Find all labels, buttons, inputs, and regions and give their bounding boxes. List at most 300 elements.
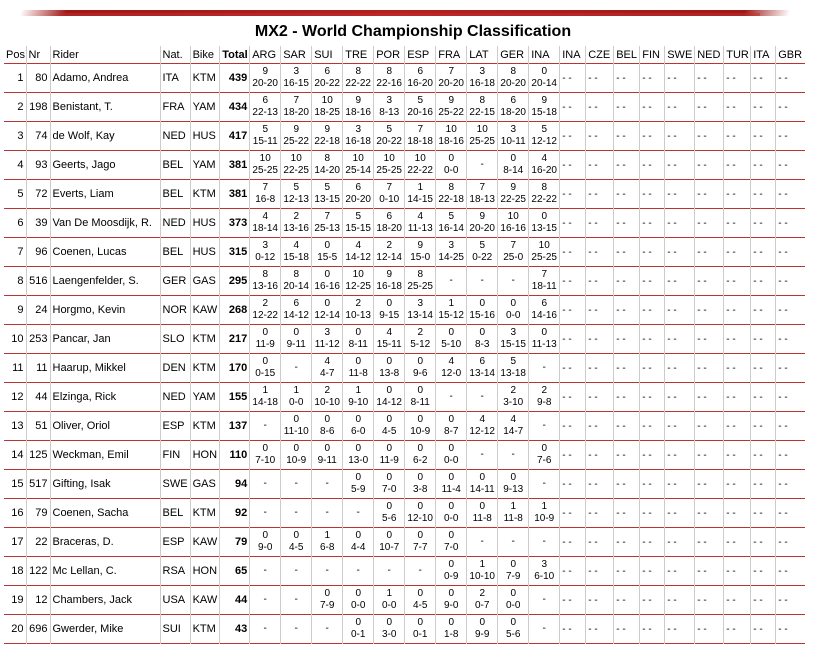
result-positions: 4-5 [412,600,428,611]
cell-result-sui [312,383,343,412]
result-points: 0 [417,356,423,367]
result-positions: 14-12 [376,397,402,408]
cell-rider: Laengenfelder, S. [50,267,160,296]
cell-result-lat [467,122,498,151]
result-positions: 3-0 [381,629,397,640]
table-row[interactable] [4,238,805,267]
result-positions: 14-12 [345,252,371,263]
cell-result-ita: - - [751,412,776,441]
cell-nr: 72 [26,180,50,209]
result-points: 4 [324,356,330,367]
cell-result-tre [343,296,374,325]
cell-result-ina: - - [560,412,586,441]
cell-result-swe: - - [665,122,695,151]
result-positions: 8-11 [348,339,368,350]
cell-result-arg: - [250,586,281,615]
result-points: 10 [290,153,302,164]
cell-result-tre [343,151,374,180]
cell-result-tre [343,267,374,296]
result-points: 2 [479,588,485,599]
result-points: 1 [417,182,423,193]
result-points: 0 [355,443,361,454]
result-positions: 0-0 [505,310,521,321]
cell-result-tur: - - [724,615,751,644]
result-positions: 20-20 [500,78,526,89]
cell-pos: 4 [17,159,24,171]
cell-nr: 516 [26,267,50,296]
cell-result-por [374,441,405,470]
result-positions: 14-15 [407,194,433,205]
result-points: 10 [259,153,271,164]
cell-result-fin: - - [640,296,665,325]
result-points: 8 [262,269,268,280]
result-positions: 14-18 [252,397,278,408]
result-points: 0 [448,588,454,599]
result-points: 0 [541,327,547,338]
event-header-ina[interactable]: INA [529,46,560,64]
cell-result-bel: - - [614,93,640,122]
cell-pos: 18 [11,565,24,577]
cell-result-swe: - - [665,64,695,93]
table-row[interactable] [4,615,805,644]
cell-result-tur: - - [724,325,751,354]
table-row[interactable] [4,354,805,383]
result-points: 5 [324,182,330,193]
cell-result-por [374,528,405,557]
cell-bike: GAS [190,267,220,296]
cell-result-esp [405,354,436,383]
cell-result-tre [343,412,374,441]
table-row[interactable] [4,325,805,354]
table-row[interactable] [4,470,805,499]
cell-result-gbr: - - [776,93,805,122]
cell-result-bel: - - [614,325,640,354]
cell-result-cze: - - [586,499,614,528]
cell-pos: 12 [11,391,24,403]
cell-result-tur: - - [724,180,751,209]
cell-result-fra [436,296,467,325]
cell-result-lat: - [467,441,498,470]
result-points: 10 [507,211,519,222]
cell-result-sar [281,209,312,238]
table-row[interactable] [4,383,805,412]
result-points: 0 [324,588,330,599]
event-header-ita[interactable]: ITA [751,46,776,64]
cell-bike: HON [190,441,220,470]
event-header-por[interactable]: POR [374,46,405,64]
table-row[interactable] [4,267,805,296]
cell-result-fin: - - [640,93,665,122]
result-positions: 20-14 [283,281,309,292]
column-header-nat[interactable]: Nat. [160,46,190,64]
result-positions: 12-14 [376,252,402,263]
cell-result-ned: - - [695,238,724,267]
cell-result-swe: - - [665,151,695,180]
cell-result-swe: - - [665,209,695,238]
cell-result-gbr: - - [776,354,805,383]
cell-result-fra: - [436,267,467,296]
cell-result-swe: - - [665,325,695,354]
result-positions: 14-20 [314,165,340,176]
result-points: 0 [448,327,454,338]
cell-result-swe: - - [665,412,695,441]
cell-result-tur: - - [724,151,751,180]
column-header-pos[interactable]: Pos [6,48,25,61]
result-points: 10 [352,269,364,280]
table-row[interactable] [4,64,805,93]
result-points: 5 [417,95,423,106]
result-positions: 16-16 [314,281,340,292]
result-positions: 16-20 [407,78,433,89]
cell-rider: Chambers, Jack [50,586,160,615]
cell-pos: 3 [17,130,24,142]
cell-total: 137 [220,412,250,441]
cell-rider: Benistant, T. [50,93,160,122]
cell-result-fra [436,238,467,267]
result-positions: 22-22 [531,194,557,205]
result-points: 0 [386,501,392,512]
event-header-ina[interactable]: INA [560,46,586,64]
cell-result-ned: - - [695,528,724,557]
cell-result-sui [312,267,343,296]
result-points: 6 [386,211,392,222]
event-header-sar[interactable]: SAR [281,46,312,64]
result-points: 0 [262,443,268,454]
cell-bike: YAM [190,151,220,180]
cell-result-arg [250,180,281,209]
cell-result-lat [467,412,498,441]
cell-result-ina: - - [560,441,586,470]
result-points: 0 [293,443,299,454]
column-header-nr[interactable]: Nr [26,46,50,64]
result-points: 2 [355,298,361,309]
result-points: 0 [386,414,392,425]
cell-result-lat [467,586,498,615]
cell-result-ina [529,209,560,238]
result-points: 0 [479,617,485,628]
cell-result-fra [436,470,467,499]
cell-rider: Gwerder, Mike [50,615,160,644]
table-row[interactable] [4,151,805,180]
event-header-tre[interactable]: TRE [343,46,374,64]
cell-result-fra [436,499,467,528]
table-header-row [4,46,805,64]
result-points: 0 [510,298,516,309]
cell-result-sui [312,354,343,383]
result-positions: 12-14 [314,310,340,321]
cell-result-sar [281,528,312,557]
result-points: 7 [510,240,516,251]
result-positions: 13-18 [500,368,526,379]
result-points: 0 [355,356,361,367]
result-points: 7 [324,211,330,222]
cell-result-sar [281,267,312,296]
result-positions: 12-0 [441,368,462,379]
cell-result-bel: - - [614,441,640,470]
event-header-fra[interactable]: FRA [436,46,467,64]
table-row[interactable] [4,557,805,586]
cell-total: 434 [220,93,250,122]
table-row[interactable] [4,296,805,325]
table-row[interactable] [4,528,805,557]
result-points: 10 [414,153,426,164]
cell-nat: SLO [160,325,190,354]
cell-pos: 9 [17,304,24,316]
cell-nat: ESP [160,528,190,557]
result-positions: 15-16 [469,310,495,321]
cell-result-ina: - - [560,383,586,412]
result-positions: 0-7 [474,600,490,611]
cell-result-arg: - [250,557,281,586]
result-points: 2 [541,385,547,396]
cell-result-sui [312,209,343,238]
result-points: 0 [541,66,547,77]
cell-rider: Gifting, Isak [50,470,160,499]
result-points: 9 [510,182,516,193]
cell-result-ger: - [498,528,529,557]
result-positions: 20-14 [531,78,557,89]
result-positions: 22-25 [500,194,526,205]
table-row[interactable] [4,586,805,615]
result-positions: 25-25 [407,281,433,292]
cell-result-ina: - - [560,354,586,383]
cell-result-fin: - - [640,325,665,354]
cell-result-sui: - [312,499,343,528]
result-positions: 9-11 [317,455,337,466]
header-banner [0,0,826,22]
cell-result-arg: - [250,499,281,528]
cell-result-lat [467,64,498,93]
cell-nat: NED [160,209,190,238]
result-positions: 22-25 [283,165,309,176]
cell-total: 373 [220,209,250,238]
cell-result-cze: - - [586,122,614,151]
cell-result-fin: - - [640,615,665,644]
result-points: 3 [355,124,361,135]
cell-nr: 79 [26,499,50,528]
table-row[interactable] [4,499,805,528]
result-points: 10 [352,153,364,164]
cell-result-ina [529,557,560,586]
cell-result-sar [281,325,312,354]
cell-rider: Van De Moosdijk, R. [50,209,160,238]
result-positions: 11-8 [472,513,492,524]
cell-result-fin: - - [640,354,665,383]
result-points: 0 [448,559,454,570]
cell-result-tur: - - [724,238,751,267]
result-positions: 20-22 [314,78,340,89]
cell-nat: USA [160,586,190,615]
cell-result-fin: - - [640,122,665,151]
cell-result-tur: - - [724,354,751,383]
result-positions: 8-3 [474,339,490,350]
column-header-total[interactable]: Total [220,46,250,64]
cell-result-esp [405,151,436,180]
event-header-swe[interactable]: SWE [665,46,695,64]
result-positions: 9-0 [443,600,459,611]
result-points: 3 [293,66,299,77]
cell-result-gbr: - - [776,180,805,209]
cell-result-cze: - - [586,151,614,180]
cell-result-ned: - - [695,499,724,528]
cell-result-ina: - [529,615,560,644]
result-points: 9 [479,211,485,222]
result-points: 9 [355,95,361,106]
result-positions: 20-20 [438,78,464,89]
cell-result-ned: - - [695,267,724,296]
result-points: 0 [479,327,485,338]
cell-result-ger [498,412,529,441]
cell-total: 439 [220,64,250,93]
cell-result-ina: - [529,354,560,383]
result-positions: 9-13 [503,484,524,495]
result-positions: 15-11 [252,136,278,147]
cell-result-fra [436,325,467,354]
event-header-sui[interactable]: SUI [312,46,343,64]
result-positions: 18-18 [407,136,433,147]
cell-result-sar [281,151,312,180]
event-header-esp[interactable]: ESP [405,46,436,64]
cell-result-esp [405,122,436,151]
event-header-fin[interactable]: FIN [640,46,665,64]
table-row[interactable] [4,180,805,209]
cell-result-esp [405,470,436,499]
cell-result-tre [343,586,374,615]
cell-result-ina [529,122,560,151]
cell-result-gbr: - - [776,296,805,325]
cell-bike: KTM [190,499,220,528]
result-positions: 11-12 [314,339,340,350]
cell-result-esp [405,180,436,209]
result-positions: 0-0 [443,165,459,176]
result-points: 6 [293,298,299,309]
result-points: 3 [510,327,516,338]
result-points: 0 [355,530,361,541]
cell-result-gbr: - - [776,267,805,296]
cell-result-esp [405,325,436,354]
cell-result-tur: - - [724,296,751,325]
cell-nr: 51 [26,412,50,441]
cell-nat: RSA [160,557,190,586]
cell-pos: 16 [11,507,24,519]
cell-result-swe: - - [665,93,695,122]
cell-result-fin: - - [640,64,665,93]
cell-result-ina: - - [560,557,586,586]
cell-pos: 15 [11,478,24,490]
result-positions: 18-20 [376,223,402,234]
result-points: 4 [417,211,423,222]
result-points: 0 [262,327,268,338]
table-row[interactable] [4,93,805,122]
event-header-tur[interactable]: TUR [724,46,751,64]
cell-result-tur: - - [724,267,751,296]
result-positions: 9-8 [536,397,552,408]
cell-result-ita: - - [751,180,776,209]
table-row[interactable] [4,122,805,151]
cell-result-ned: - - [695,64,724,93]
cell-result-bel: - - [614,383,640,412]
cell-nr: 12 [26,586,50,615]
cell-nr: 96 [26,238,50,267]
result-points: 0 [448,501,454,512]
result-points: 1 [324,530,330,541]
result-points: 8 [417,269,423,280]
cell-pos: 5 [17,188,24,200]
cell-result-ned: - - [695,151,724,180]
cell-result-ina [529,238,560,267]
event-header-ned[interactable]: NED [695,46,724,64]
result-points: 9 [293,124,299,135]
cell-result-fin: - - [640,412,665,441]
result-positions: 10-10 [469,571,495,582]
cell-result-esp [405,528,436,557]
cell-result-ger [498,151,529,180]
event-header-lat[interactable]: LAT [467,46,498,64]
cell-result-ned: - - [695,470,724,499]
result-positions: 11-10 [283,426,309,437]
result-positions: 1-8 [443,629,459,640]
result-positions: 18-13 [469,194,495,205]
cell-result-ina: - [529,528,560,557]
result-points: 2 [417,327,423,338]
cell-nat: BEL [160,151,190,180]
cell-result-ina: - - [560,238,586,267]
cell-result-sar: - [281,586,312,615]
cell-result-esp [405,412,436,441]
cell-result-ita: - - [751,64,776,93]
result-positions: 15-0 [410,252,431,263]
cell-result-ita: - - [751,557,776,586]
event-header-arg[interactable]: ARG [250,46,281,64]
cell-result-ina: - - [560,296,586,325]
cell-result-por [374,499,405,528]
event-header-cze[interactable]: CZE [586,46,614,64]
result-positions: 10-10 [314,397,340,408]
cell-result-lat [467,557,498,586]
event-header-bel[interactable]: BEL [614,46,640,64]
cell-result-cze: - - [586,180,614,209]
result-points: 0 [417,530,423,541]
cell-result-ger [498,383,529,412]
cell-pos: 6 [17,217,24,229]
result-positions: 10-11 [500,136,526,147]
event-header-gbr[interactable]: GBR [776,46,805,64]
cell-result-sar [281,238,312,267]
result-positions: 22-15 [469,107,495,118]
cell-nat: FIN [160,441,190,470]
cell-result-bel: - - [614,412,640,441]
table-row[interactable] [4,441,805,470]
result-positions: 20-20 [252,78,278,89]
column-header-rider[interactable]: Rider [50,46,160,64]
column-header-bike[interactable]: Bike [190,46,220,64]
cell-result-fin: - - [640,499,665,528]
result-points: 0 [324,269,330,280]
event-header-ger[interactable]: GER [498,46,529,64]
table-row[interactable] [4,209,805,238]
result-positions: 9-11 [286,339,306,350]
result-points: 2 [324,385,330,396]
result-positions: 0-22 [472,252,493,263]
result-points: 7 [479,182,485,193]
result-positions: 8-14 [503,165,524,176]
result-positions: 11-9 [255,339,275,350]
table-row[interactable] [4,412,805,441]
result-positions: 22-22 [345,78,371,89]
result-positions: 0-0 [505,600,521,611]
result-positions: 7-6 [536,455,552,466]
cell-result-sui: - [312,615,343,644]
